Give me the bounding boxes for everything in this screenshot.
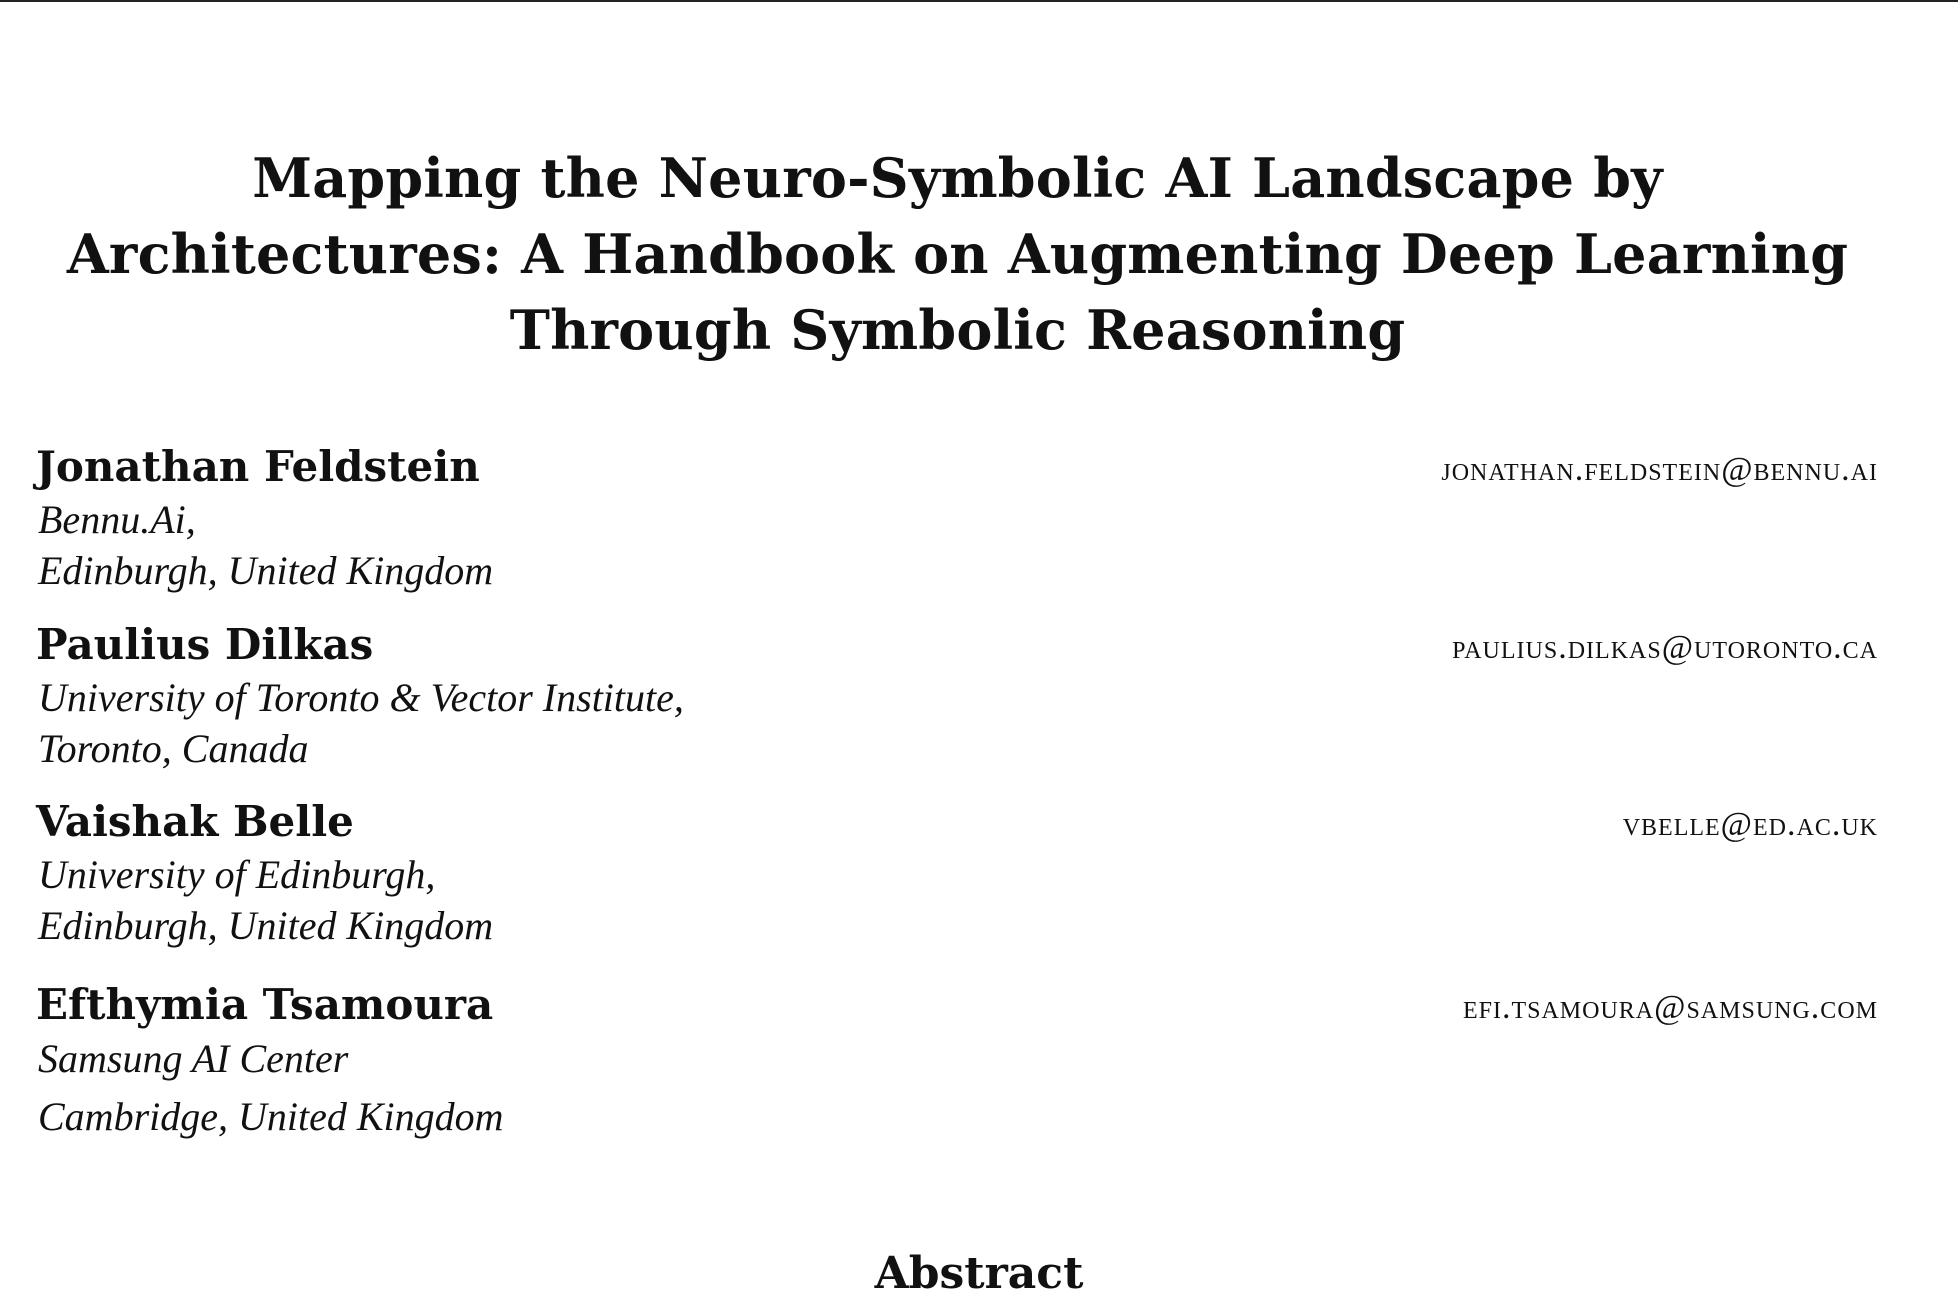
author-name: Paulius Dilkas [36,620,374,669]
author-affiliation [38,849,493,951]
author-email[interactable]: paulius.dilkas@utoronto.ca [1452,629,1878,666]
author-email[interactable]: efi.tsamoura@samsung.com [1462,989,1878,1026]
author-email[interactable]: jonathan.feldstein@bennu.ai [1441,451,1878,488]
author-name: Vaishak Belle [36,797,354,846]
affiliation-line: Toronto, Canada [38,726,309,771]
title-line-3: Through Symbolic Reasoning [509,298,1406,362]
affiliation-line: Bennu.Ai, [38,497,196,542]
affiliation-line: Edinburgh, United Kingdom [38,548,494,593]
author-name: Jonathan Feldstein [36,442,480,491]
affiliation-line: Cambridge, United Kingdom [38,1094,504,1139]
affiliation-line: University of Toronto & Vector Institute, [38,675,684,720]
author-email[interactable]: vbelle@ed.ac.uk [1622,806,1878,843]
affiliation-line: University of Edinburgh, [38,852,436,897]
affiliation-line: Edinburgh, United Kingdom [38,903,494,948]
title-line-2: Architectures: A Handbook on Augmenting Deep Learning [66,222,1849,286]
title-line-1: Mapping the Neuro-Symbolic AI Landscape by [252,146,1663,210]
author-affiliation [38,1030,504,1146]
affiliation-line: Samsung AI Center [38,1036,349,1081]
author-affiliation [38,672,684,774]
top-rule [0,0,1958,2]
author-affiliation [38,494,493,596]
abstract-heading: Abstract [874,1248,1084,1299]
author-name: Efthymia Tsamoura [36,980,494,1029]
paper-title [40,140,1875,368]
